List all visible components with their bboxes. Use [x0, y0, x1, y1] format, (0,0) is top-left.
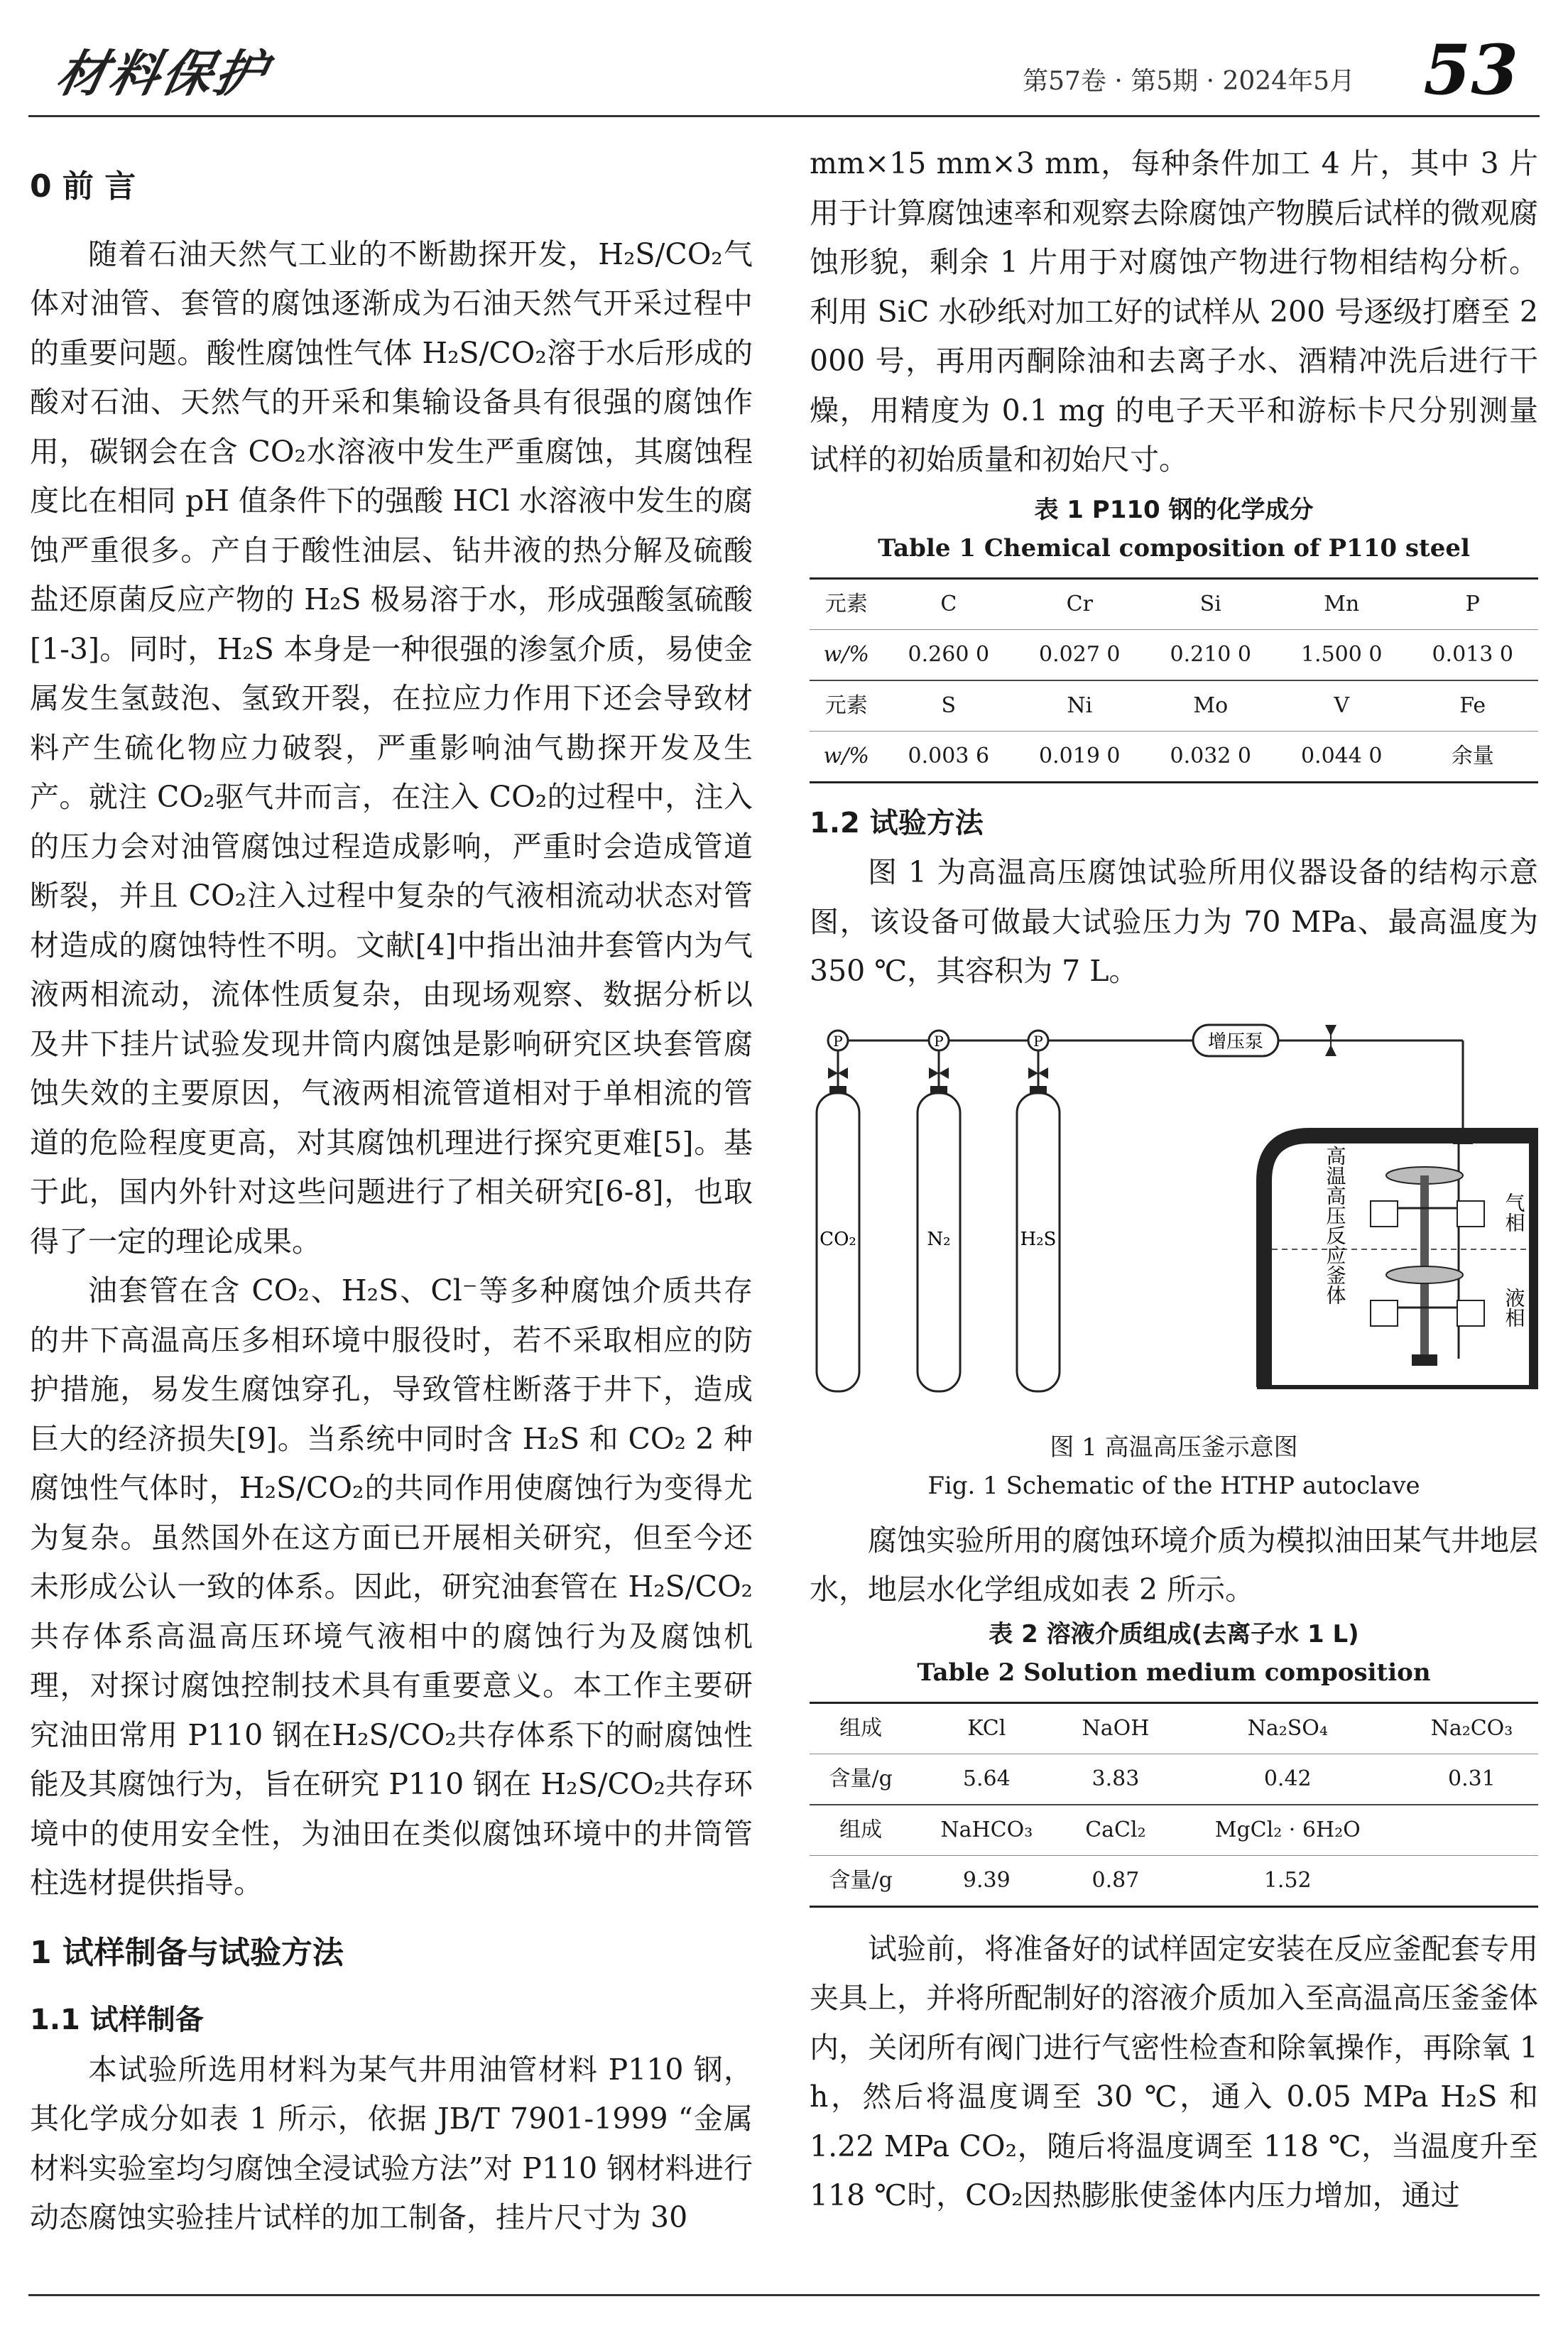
table-cell: 余量 — [1407, 731, 1538, 782]
section-1-heading: 1 试样制备与试验方法 — [30, 1934, 344, 1971]
footer-rule — [28, 2294, 1540, 2296]
left-column — [30, 162, 753, 2243]
gauge-label: P — [833, 1032, 843, 1050]
section-0-heading: 0 前 言 — [30, 168, 136, 205]
table-cell: 0.31 — [1405, 1754, 1538, 1805]
cylinder-label: CO₂ — [820, 1228, 856, 1250]
subsection-1-1-heading: 1.1 试样制备 — [30, 2004, 204, 2036]
table-cell: 0.42 — [1170, 1754, 1405, 1805]
table-cell: w/% — [810, 629, 883, 680]
table-cell: KCl — [912, 1702, 1061, 1754]
paragraph: 试验前，将准备好的试样固定安装在反应釜配套专用夹具上，并将所配制好的溶液介质加入至高温高压釜釜体内，关闭所有阀门进行气密性检查和除氧操作，再除氧 1 h，然后将温度调至 30 ℃，通入 0.05 MPa H₂S 和 1.22 MPa CO₂，随后将温度调至 118 ℃，当温度升至 118 ℃时，CO₂因热膨胀使釜体内压力增加，通过 — [810, 1931, 1538, 2212]
table-cell: Fe — [1407, 680, 1538, 732]
gauge-label: P — [934, 1032, 944, 1050]
table-cell: 0.260 0 — [883, 629, 1014, 680]
table-cell: 1.500 0 — [1276, 629, 1407, 680]
table-cell: 0.003 6 — [883, 731, 1014, 782]
figure-1 — [810, 1011, 1538, 1505]
table-cell: Cr — [1014, 578, 1145, 629]
table-2-caption-cn: 表 2 溶液介质组成(去离子水 1 L) — [989, 1619, 1359, 1648]
table-cell: 0.013 0 — [1407, 629, 1538, 680]
table-cell: 含量/g — [810, 1855, 912, 1906]
table-cell: 5.64 — [912, 1754, 1061, 1805]
table-cell: Na₂SO₄ — [1170, 1702, 1405, 1754]
table-cell — [1405, 1855, 1538, 1906]
paragraph: 图 1 为高温高压腐蚀试验所用仪器设备的结构示意图，该设备可做最大试验压力为 70 MPa、最高温度为 350 ℃，其容积为 7 L。 — [810, 855, 1538, 988]
table-cell: MgCl₂ · 6H₂O — [1170, 1805, 1405, 1856]
table-2 — [810, 1615, 1538, 1908]
paragraph: 腐蚀实验所用的腐蚀环境介质为模拟油田某气井地层水，地层水化学组成如表 2 所示。 — [810, 1523, 1538, 1607]
issue-info: 第57卷 · 第5期 · 2024年5月 — [1023, 67, 1355, 96]
table-cell: C — [883, 578, 1014, 629]
pump-label: 增压泵 — [1207, 1031, 1264, 1053]
table-cell: 0.027 0 — [1014, 629, 1145, 680]
table-cell: S — [883, 680, 1014, 732]
table-cell: Na₂CO₃ — [1405, 1702, 1538, 1754]
autoclave-schematic — [810, 1011, 1538, 1408]
right-column — [810, 139, 1538, 2221]
table-cell: 0.87 — [1061, 1855, 1170, 1906]
cylinder-label: H₂S — [1020, 1228, 1057, 1250]
table-cell: 3.83 — [1061, 1754, 1170, 1805]
paragraph: 随着石油天然气工业的不断勘探开发，H₂S/CO₂气体对油管、套管的腐蚀逐渐成为石油天然气开采过程中的重要问题。酸性腐蚀性气体 H₂S/CO₂溶于水后形成的酸对石油、天然气的开采和集输设备具有很强的腐蚀作用，碳钢会在含 CO₂水溶液中发生严重腐蚀，其腐蚀程度比在相同 pH 值条件下的强酸 HCl 水溶液中发生的腐蚀严重很多。产自于酸性油层、钻井液的热分解及硫酸盐还原菌反应产物的 H₂S 极易溶于水，形成强酸氢硫酸[1-3]。同时，H₂S 本身是一种很强的渗氢介质，易使金属发生氢鼓泡、氢致开裂，在拉应力作用下还会导致材料产生硫化物应力破裂，严重影响油气勘探开发及生产。就注 CO₂驱气井而言，在注入 CO₂的过程中，注入的压力会对油管腐蚀过程造成影响，严重时会造成管道断裂，并且 CO₂注入过程中复杂的气液相流动状态对管材造成的腐蚀特性不明。文献[4]中指出油井套管内为气液两相流动，流体性质复杂，由现场观察、数据分析以及井下挂片试验发现井筒内腐蚀是影响研究区块套管腐蚀失效的主要原因，气液两相流管道相对于单相流的管道的危险程度更高，对其腐蚀机理进行探究更难[5]。基于此，国内外针对这些问题进行了相关研究[6-8]，也取得了一定的理论成果。 — [30, 237, 753, 1259]
table-cell: 含量/g — [810, 1754, 912, 1805]
gas-phase-label: 气相 — [1502, 1192, 1526, 1232]
header-rule — [28, 115, 1540, 117]
table-1-caption-cn: 表 1 P110 钢的化学成分 — [1034, 495, 1314, 524]
table-cell — [1405, 1805, 1538, 1856]
table-cell: 元素 — [810, 578, 883, 629]
figure-1-caption-en: Fig. 1 Schematic of the HTHP autoclave — [927, 1471, 1420, 1500]
paragraph: 本试验所选用材料为某气井用油管材料 P110 钢，其化学成分如表 1 所示，依据 JB/T 7901-1999 “金属材料实验室均匀腐蚀全浸试验方法”对 P110 钢材料进行动态腐蚀实验挂片试样的加工制备，挂片尺寸为 30 — [30, 2052, 753, 2234]
table-cell: 9.39 — [912, 1855, 1061, 1906]
gauge-label: P — [1033, 1032, 1043, 1050]
table-cell: 0.210 0 — [1145, 629, 1276, 680]
subsection-1-2-heading: 1.2 试验方法 — [810, 806, 984, 840]
cylinder-label: N₂ — [927, 1228, 951, 1250]
liquid-phase-label: 液相 — [1502, 1287, 1526, 1327]
table-cell: 0.044 0 — [1276, 731, 1407, 782]
table-cell: NaHCO₃ — [912, 1805, 1061, 1856]
table-cell: Mn — [1276, 578, 1407, 629]
table-cell: w/% — [810, 731, 883, 782]
table-cell: V — [1276, 680, 1407, 732]
page-number: 53 — [1423, 30, 1518, 110]
table-cell: 1.52 — [1170, 1855, 1405, 1906]
vessel-label: 高温高压反应釜体 — [1323, 1145, 1347, 1305]
journal-logo: 材料保护 — [51, 44, 274, 103]
table-cell: 组成 — [810, 1805, 912, 1856]
table-1 — [810, 491, 1538, 783]
table-cell: 0.019 0 — [1014, 731, 1145, 782]
figure-1-caption-cn: 图 1 高温高压釜示意图 — [1050, 1433, 1298, 1462]
table-cell: CaCl₂ — [1061, 1805, 1170, 1856]
table-cell: 元素 — [810, 680, 883, 732]
table-cell: Mo — [1145, 680, 1276, 732]
table-1-caption-en: Table 1 Chemical composition of P110 steel — [878, 533, 1470, 563]
table-cell: Ni — [1014, 680, 1145, 732]
paragraph: 油套管在含 CO₂、H₂S、Cl⁻等多种腐蚀介质共存的井下高温高压多相环境中服役时，若不采取相应的防护措施，易发生腐蚀穿孔，导致管柱断落于井下，造成巨大的经济损失[9]。当系统中同时含 H₂S 和 CO₂ 2 种腐蚀性气体时，H₂S/CO₂的共同作用使腐蚀行为变得尤为复杂。虽然国外在这方面已开展相关研究，但至今还未形成公认一致的体系。因此，研究油套管在 H₂S/CO₂共存体系高温高压环境气液相中的腐蚀行为及腐蚀机理，对探讨腐蚀控制技术具有重要意义。本工作主要研究油田常用 P110 钢在H₂S/CO₂共存体系下的耐腐蚀性能及其腐蚀行为，旨在研究 P110 钢在 H₂S/CO₂共存环境中的使用安全性，为油田在类似腐蚀环境中的井筒管柱选材提供指导。 — [30, 1273, 753, 1900]
table-cell: Si — [1145, 578, 1276, 629]
paragraph: mm×15 mm×3 mm，每种条件加工 4 片，其中 3 片用于计算腐蚀速率和观察去除腐蚀产物膜后试样的微观腐蚀形貌，剩余 1 片用于对腐蚀产物进行物相结构分析。利用 SiC 水砂纸对加工好的试样从 200 号逐级打磨至 2 000 号，再用丙酮除油和去离子水、酒精冲洗后进行干燥，用精度为 0.1 mg 的电子天平和游标卡尺分别测量试样的初始质量和初始尺寸。 — [810, 146, 1538, 477]
table-2-caption-en: Table 2 Solution medium composition — [917, 1658, 1431, 1687]
table-cell: 组成 — [810, 1702, 912, 1754]
table-cell: NaOH — [1061, 1702, 1170, 1754]
table-cell: P — [1407, 578, 1538, 629]
table-cell: 0.032 0 — [1145, 731, 1276, 782]
